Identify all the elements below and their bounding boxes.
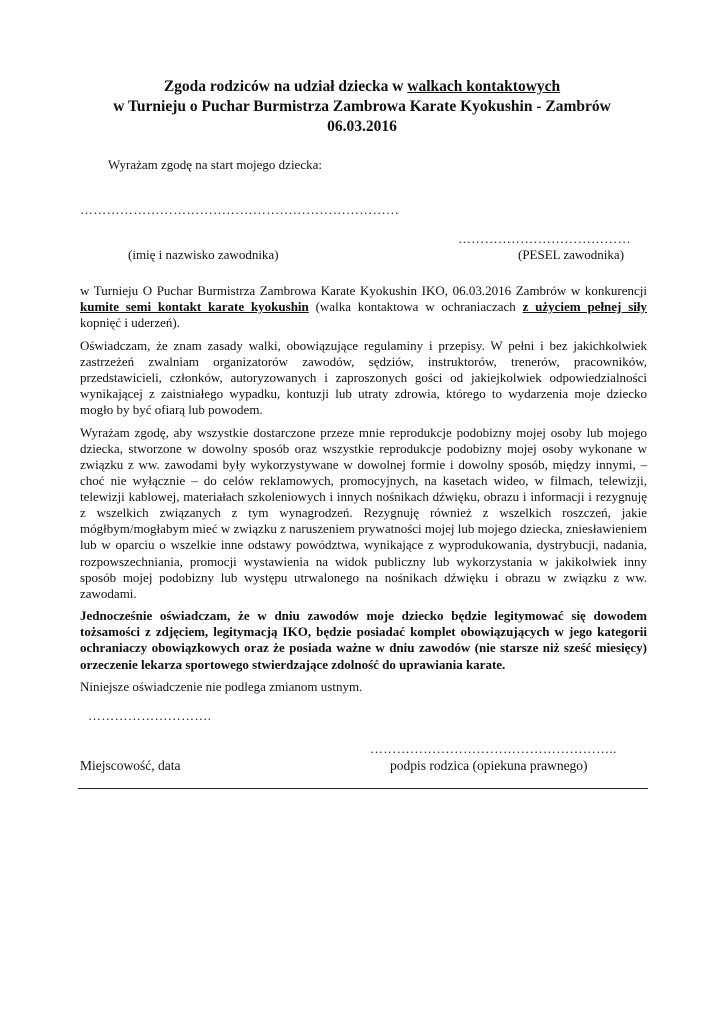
para1-bold-1: kumite semi kontakt karate kyokushin [80, 299, 309, 315]
bottom-divider [78, 788, 648, 789]
paragraph-documents-text: Jednocześnie oświadczam, że w dniu zawodów moje dziecko będzie legitymować się dowodem tożsamości z zdjęciem, legitymacją IKO, będzie posiadać komplet obowiązujących w jego kategorii ochraniaczy obowiązkowych oraz że posiada ważne w dniu zawodów (nie starsze niż sześć miesięcy) orzeczenie lekarza sportowego stwierdzające zdolność do uprawiania karate. [80, 608, 647, 672]
signature-label: podpis rodzica (opiekuna prawnego) [390, 758, 588, 773]
place-date-field[interactable]: ………………………. [88, 708, 212, 723]
pesel-label: (PESEL zawodnika) [518, 247, 625, 262]
paragraph-documents [80, 608, 647, 672]
paragraph-final: Niniejsze oświadczenie nie podlega zmianom ustnym. [80, 679, 363, 695]
place-date-label: Miejscowość, data [80, 758, 181, 773]
paragraph-image-rights: Wyrażam zgodę, aby wszystkie dostarczone przeze mnie reprodukcje podobizny mojej osoby lub mojego dziecka, stworzone w dowolny sposób oraz wszystkie reprodukcje podobizny mojej osoby wykonane w związku z ww. zawodami były wykorzystywane w dowolnej formie i dowolny sposób, między innymi, – choć nie wyłącznie – do celów reklamowych, promocyjnych, na kasetach wideo, w filmach, telewizji, telewizji kablowej, materiałach szkoleniowych i innych nośnikach dźwięku, obrazu i informacji i rezygnuję z wszelkich związanych z tym wynagrodzeń. Rezygnuję również z wszelkich roszczeń, jakie mógłbym/mogłabym mieć w związku z naruszeniem prywatności mojej lub mojego dziecka, zniesławieniem lub w oparciu o wszelkie inne odstawy powództwa, wynikające z wyprodukowania, dystrybucji, nadania, rozpowszechniania, promocji wystawienia na widok publiczny lub wykorzystania w jakikolwiek inny sposób mojej podobizny lub występu utrwalonego na nośnikach dźwięku i obrazu w związku z ww. zawodami. [80, 424, 647, 601]
title-line-1-underlined: walkach kontaktowych [407, 78, 561, 95]
pesel-field[interactable]: ………………………………… [458, 231, 631, 246]
name-field[interactable]: ……………………………………………………………… [80, 202, 400, 217]
para1-bold-2: z użyciem pełnej siły [522, 299, 647, 315]
document-title [60, 77, 664, 137]
title-line-2: w Turnieju o Puchar Burmistrza Zambrowa Karate Kyokushin - Zambrów [113, 98, 611, 115]
para1-text-3: kopnięć i uderzeń). [80, 315, 180, 331]
title-line-1 [60, 77, 664, 97]
name-label: (imię i nazwisko zawodnika) [128, 247, 279, 262]
paragraph-competition [80, 283, 647, 331]
declaration-body [80, 283, 647, 702]
signature-field[interactable]: ……………………………………………….. [370, 741, 617, 756]
para1-text-1: w Turnieju O Puchar Burmistrza Zambrowa Karate Kyokushin IKO, 06.03.2016 Zambrów w konkurencji [80, 283, 647, 298]
intro-text: Wyrażam zgodę na start mojego dziecka: [108, 157, 322, 172]
para1-text-2: (walka kontaktowa w ochraniaczach [308, 299, 523, 315]
title-line-3: 06.03.2016 [327, 118, 397, 135]
paragraph-liability: Oświadczam, że znam zasady walki, obowiązujące regulaminy i przepisy. W pełni i bez jakichkolwiek zastrzeżeń zwalniam organizatorów zawodów, sędziów, instruktorów, trenerów, pracowników, przedstawicieli, członków, autoryzowanych i zaproszonych gości od jakiejkolwiek odpowiedzialności wynikającej z zaistniałego wypadku, kontuzji lub utraty zdrowia, którego to wydarzenia moje dziecko mogło by być ofiarą lub powodem. [80, 337, 647, 418]
title-line-1-text: Zgoda rodziców na udział dziecka w [163, 78, 408, 95]
